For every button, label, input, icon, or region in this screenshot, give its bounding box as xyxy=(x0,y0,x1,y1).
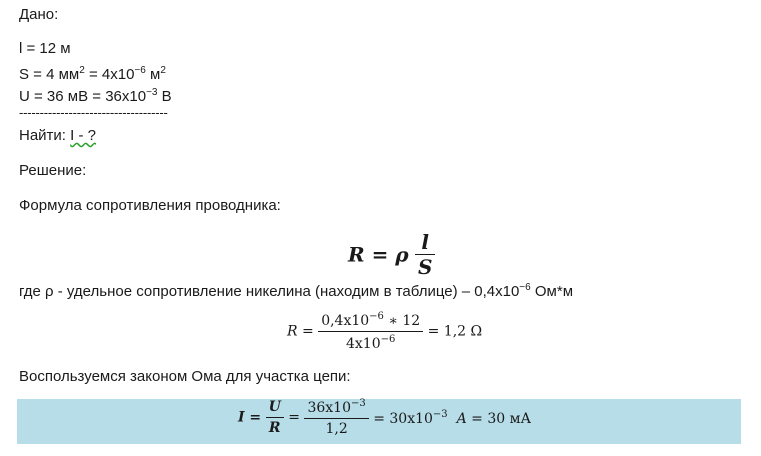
current-calculation xyxy=(238,398,531,437)
rho-note-exp: −6 xyxy=(519,282,531,293)
i-f2-num-exp: −3 xyxy=(351,398,366,409)
rho-note xyxy=(19,279,573,301)
r-den-base: 4x10 xyxy=(345,336,381,352)
area-sq: 2 xyxy=(79,65,85,76)
r-den-exp: −6 xyxy=(380,334,396,345)
find-value: I - ? xyxy=(70,127,96,144)
voltage-left: U = 36 мВ = 36x10 xyxy=(19,88,147,105)
area-mid: = 4x10 xyxy=(84,66,135,83)
find-line xyxy=(19,127,96,145)
r-calculation xyxy=(287,311,482,352)
i-calc-f2-num xyxy=(304,398,368,418)
i-rhs-base: = 30x10 xyxy=(373,410,433,427)
i-rhs-end: = 30 мА xyxy=(471,410,532,427)
given-voltage xyxy=(19,84,172,106)
i-rhs-exp: −3 xyxy=(432,408,448,420)
i-f2-num-base: 36x10 xyxy=(307,400,351,416)
formula-resistance xyxy=(348,230,435,279)
area-unit-sq: 2 xyxy=(160,65,166,76)
find-label: Найти: xyxy=(19,127,71,144)
given-area xyxy=(19,62,166,84)
solution-header: Решение: xyxy=(19,162,87,179)
r-calc-lhs: R = xyxy=(287,323,314,340)
i-calc-rhs xyxy=(373,408,532,427)
i-calc-f2-den: 1,2 xyxy=(304,418,368,437)
formula-lhs: R = ρ xyxy=(348,242,409,267)
r-num-base: 0,4x10 xyxy=(321,313,370,329)
given-length: l = 12 м xyxy=(19,40,71,57)
area-left: S = 4 мм xyxy=(19,66,80,83)
i-calc-fraction-values xyxy=(304,398,368,437)
formula-fraction xyxy=(415,230,435,279)
i-rhs-unit: A xyxy=(456,410,467,427)
rho-note-text: где ρ - удельное сопротивление никелина (находим в таблице) – 0,4x10 xyxy=(19,283,520,300)
voltage-unit: В xyxy=(157,88,172,105)
i-calc-f1-den: R xyxy=(266,417,284,436)
r-num-rest: ∗ 12 xyxy=(383,313,421,329)
i-calc-f1-num: U xyxy=(268,399,281,415)
r-calc-fraction xyxy=(318,311,423,352)
voltage-exp: −3 xyxy=(146,87,158,98)
r-num-exp: −6 xyxy=(369,311,384,322)
given-header: Дано: xyxy=(19,6,59,23)
i-calc-fraction-ur xyxy=(266,399,284,436)
separator-line: ------------------------------------ xyxy=(19,105,168,120)
i-calc-lhs: I = xyxy=(238,409,262,426)
r-calc-den xyxy=(318,331,423,352)
i-calc-eq: = xyxy=(288,409,301,426)
r-calc-rhs: = 1,2 Ω xyxy=(427,323,483,340)
ohm-intro: Воспользуемся законом Ома для участка цепи: xyxy=(19,368,351,385)
r-calc-num xyxy=(318,311,423,331)
formula-intro: Формула сопротивления проводника: xyxy=(19,197,281,214)
area-unit: м xyxy=(145,66,161,83)
formula-num: l xyxy=(421,230,429,254)
rho-note-unit: Ом*м xyxy=(530,283,574,300)
formula-den: S xyxy=(415,254,435,279)
area-exp: −6 xyxy=(134,65,146,76)
